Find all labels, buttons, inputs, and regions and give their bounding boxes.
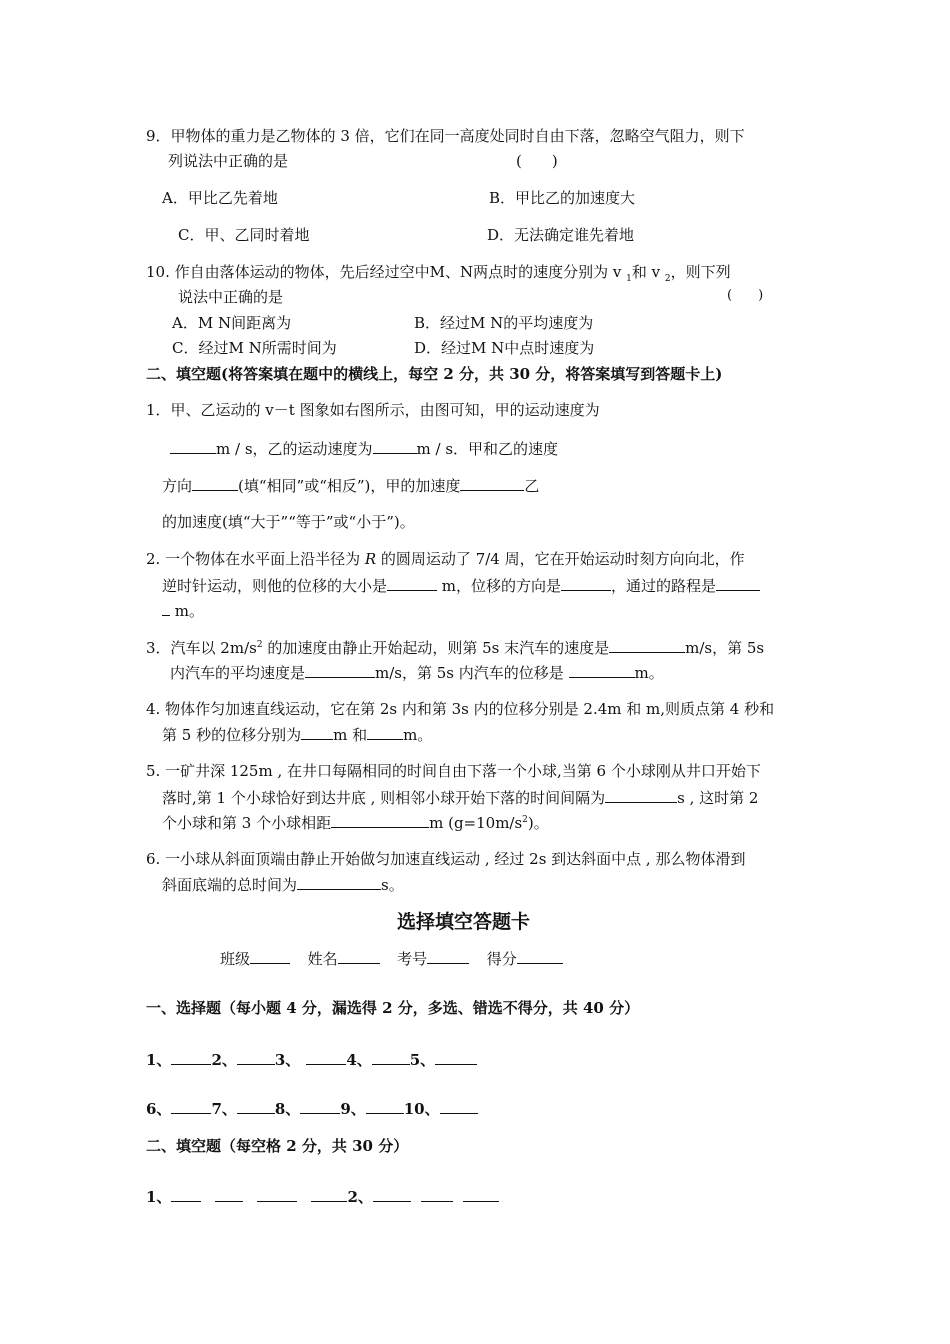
f6-blank-1[interactable] [297, 874, 381, 890]
f1-line3: 方向 (填“相同”或“相反”)，甲的加速度 乙 [162, 477, 540, 495]
f1-blank-3[interactable] [192, 475, 238, 491]
class-field[interactable] [250, 948, 290, 964]
answer-blank-6[interactable] [171, 1098, 211, 1114]
f1-blank-2[interactable] [373, 438, 417, 454]
q9-option-a: A．甲比乙先着地 [162, 189, 278, 207]
f5-blank-1[interactable] [605, 787, 677, 803]
f2-line3: m。 [162, 600, 204, 621]
f3-blank-3[interactable] [569, 662, 635, 678]
f6-line1: 6. 一小球从斜面顶端由静止开始做匀加速直线运动 , 经过 2s 到达斜面中点 , 那么物体滑到 [146, 850, 746, 868]
answer-card-info: 班级 姓名 考号 得分 [220, 948, 563, 969]
q9-stem-line1: 9．甲物体的重力是乙物体的 3 倍，它们在同一高度处同时自由下落，忽略空气阻力，则下 [146, 127, 745, 145]
answer-blank-1[interactable] [171, 1049, 211, 1065]
f2-blank-1[interactable] [387, 575, 437, 591]
section2-header: 二、填空题(将答案填在题中的横线上，每空 2 分，共 30 分，将答案填写到答题卡上) [146, 365, 723, 383]
f2-blank-3-cont[interactable] [162, 600, 170, 616]
f3-line1: 3．汽车以 $2m/s^2$ 的加速度由静止开始起动，则第 5s 末汽车的速度是 m/s，第 5s [146, 639, 765, 657]
card-section1-header: 一、选择题（每小题 4 分，漏选得 2 分，多选、错选不得分，共 40 分） [146, 999, 640, 1017]
fill-answer-1a[interactable] [171, 1186, 201, 1202]
f6-line2: 斜面底端的总时间为 s。 [162, 876, 404, 894]
f1-line1: 1．甲、乙运动的 v－t 图象如右图所示，由图可知，甲的运动速度为 [146, 401, 600, 419]
answer-blank-10[interactable] [440, 1098, 478, 1114]
q9-option-d: D．无法确定谁先着地 [487, 226, 635, 244]
q10-stem-line2: 说法中正确的是 [178, 288, 284, 306]
f3-line2: 内汽车的平均速度是 m/s，第 5s 内汽车的位移是 m。 [170, 664, 664, 682]
answer-blank-2[interactable] [237, 1049, 275, 1065]
card-choice-row-2: 6、 7、 8、 9、 10、 [146, 1098, 478, 1119]
q10-stem-line1: 10. 作自由落体运动的物体，先后经过空中M、N两点时的速度分别为 v $_1$和 v $_2$，则下列 [146, 263, 731, 284]
f2-line2: 逆时针运动，则他的位移的大小是 m，位移的方向是 ，通过的路程是 [162, 575, 760, 596]
answer-blank-9[interactable] [366, 1098, 404, 1114]
answer-blank-5[interactable] [435, 1049, 477, 1065]
f2-line1: 2. 一个物体在水平面上沿半径为 R 的圆周运动了 7/4 周，它在开始运动时刻方向向北，作 [146, 550, 745, 568]
q9-stem-line2: 列说法中正确的是 [168, 152, 289, 170]
answer-blank-8[interactable] [300, 1098, 340, 1114]
f5-line1: 5. 一矿井深 125m , 在井口每隔相同的时间自由下落一个小球,当第 6 个小球刚从井口开始下 [146, 762, 761, 780]
f4-line2: 第 5 秒的位移分别为 m 和 m。 [162, 726, 433, 744]
fill-answer-2c[interactable] [463, 1186, 499, 1202]
answer-blank-7[interactable] [237, 1098, 275, 1114]
card-section2-header: 二、填空题（每空格 2 分，共 30 分） [146, 1137, 409, 1155]
q10-option-d: D．经过M N中点时速度为 [414, 339, 595, 357]
q10-option-c: C．经过M N所需时间为 [172, 339, 337, 357]
f4-blank-2[interactable] [367, 724, 403, 740]
fill-answer-2b[interactable] [421, 1186, 453, 1202]
exam-id-field[interactable] [427, 948, 469, 964]
f3-blank-2[interactable] [305, 662, 375, 678]
f5-line3: 个小球和第 3 个小球相距 m $(g=10m/s^2)$。 [162, 814, 549, 832]
name-field[interactable] [338, 948, 380, 964]
f2-blank-2[interactable] [561, 575, 611, 591]
answer-blank-4[interactable] [372, 1049, 410, 1065]
answer-blank-3[interactable] [306, 1049, 346, 1065]
f1-line4: 的加速度(填“大于”“等于”或“小于”)。 [162, 513, 415, 531]
card-choice-row-1: 1、 2、 3、 4、 5、 [146, 1049, 477, 1070]
f5-line2: 落时,第 1 个小球恰好到达井底 , 则相邻小球开始下落的时间间隔为 s , 这时第 2 [162, 789, 759, 807]
fill-answer-2a[interactable] [373, 1186, 411, 1202]
fill-answer-1d[interactable] [311, 1186, 347, 1202]
f1-blank-4[interactable] [460, 475, 524, 491]
q9-option-c: C．甲、乙同时着地 [178, 226, 310, 244]
f5-blank-2[interactable] [331, 812, 429, 828]
fill-answer-1c[interactable] [257, 1186, 297, 1202]
f4-line1: 4. 物体作匀加速直线运动，它在第 2s 内和第 3s 内的位移分别是 2.4m 和 m,则质点第 4 秒和 [146, 700, 775, 718]
card-fill-row-1: 1、 2、 [146, 1186, 499, 1207]
f1-blank-1[interactable] [170, 438, 216, 454]
q10-option-a: A．M N间距离为 [172, 314, 292, 332]
f1-line2: m / s，乙的运动速度为 m / s．甲和乙的速度 [170, 438, 558, 459]
answer-card-title: 选择填空答题卡 [397, 911, 531, 933]
fill-answer-1b[interactable] [215, 1186, 243, 1202]
f2-blank-3[interactable] [716, 575, 760, 591]
score-field[interactable] [517, 948, 563, 964]
q9-option-b: B．甲比乙的加速度大 [489, 189, 636, 207]
f4-blank-1[interactable] [301, 724, 333, 740]
q10-answer-paren: ( ) [727, 288, 764, 303]
q10-option-b: B．经过M N的平均速度为 [414, 314, 594, 332]
f3-blank-1[interactable] [609, 637, 685, 653]
q9-answer-paren: ( ) [516, 152, 558, 170]
